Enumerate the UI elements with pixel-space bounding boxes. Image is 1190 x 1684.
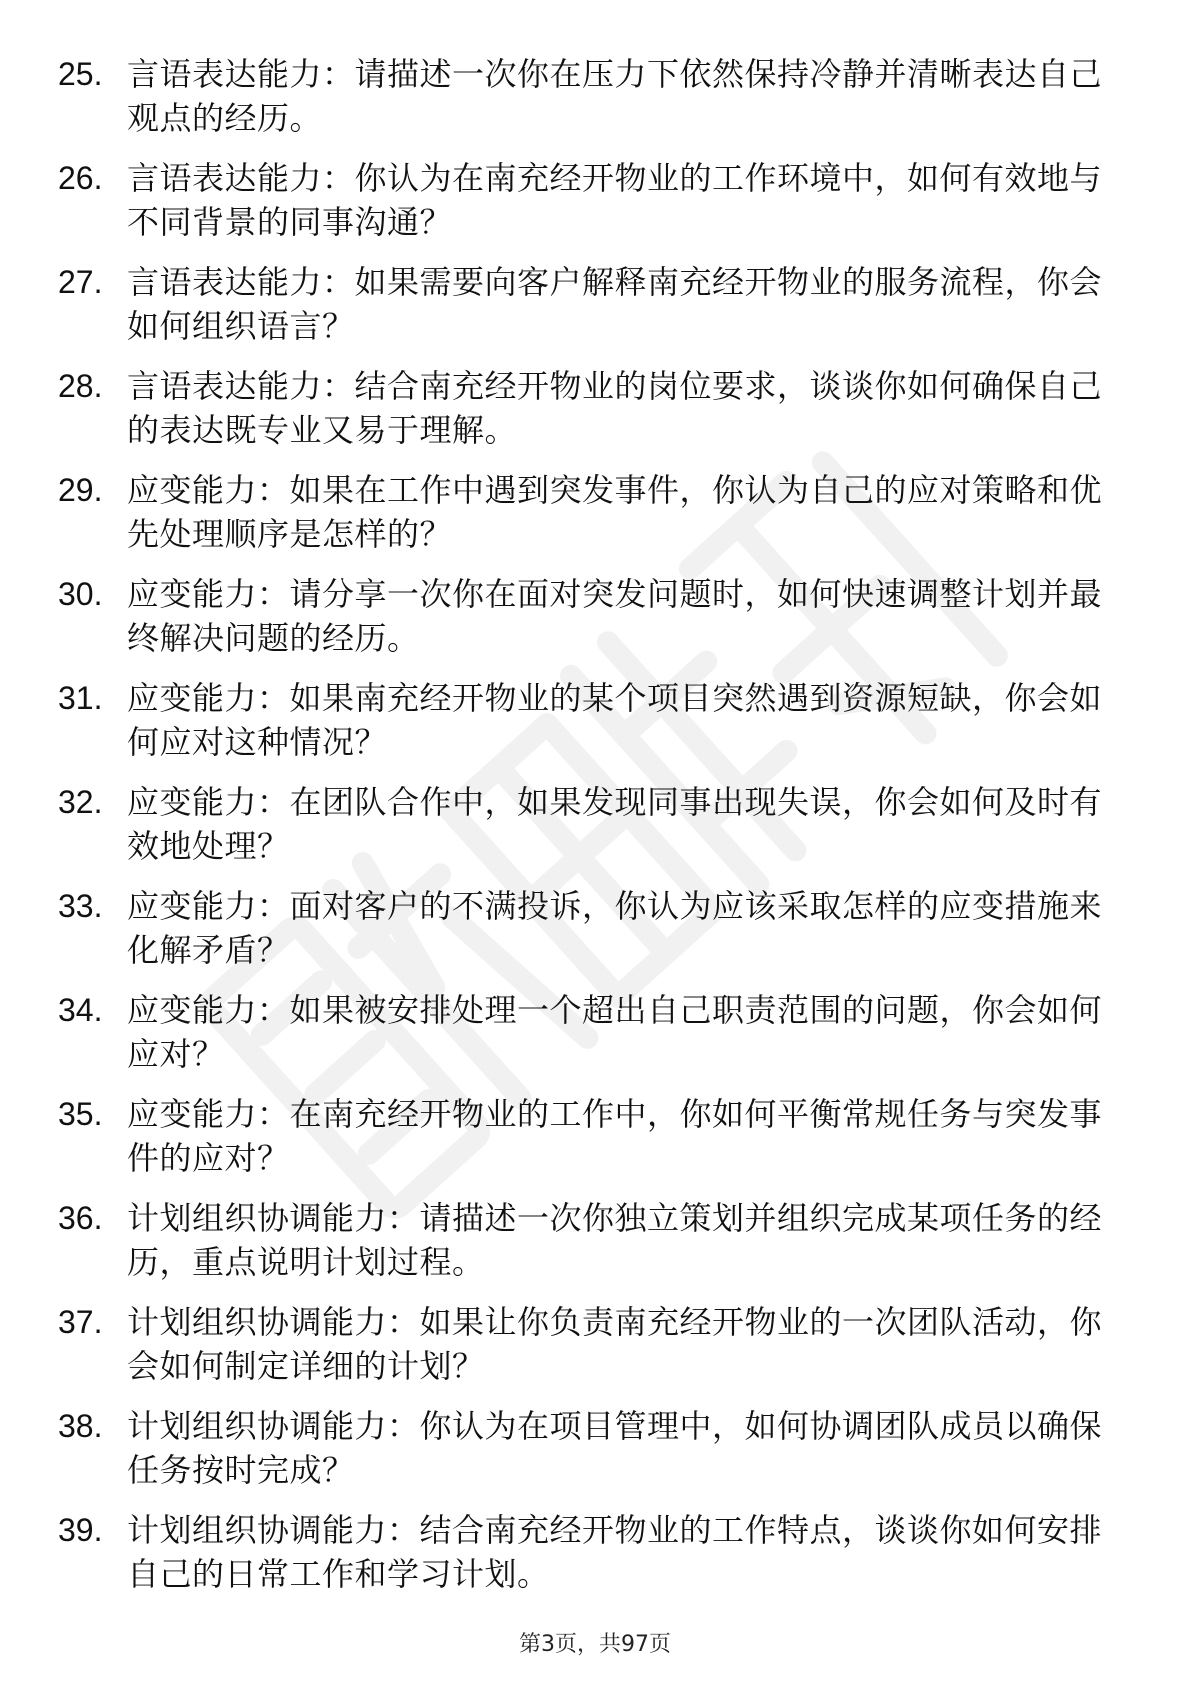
question-number: 39. xyxy=(58,1512,103,1548)
question-number: 35. xyxy=(58,1096,103,1132)
question-body: 结合南充经开物业的岗位要求，谈谈你如何确保自己的表达既专业又易于理解。 xyxy=(127,367,1103,449)
question-category: 应变能力： xyxy=(127,471,290,509)
list-item xyxy=(0,884,1190,988)
question-category: 应变能力： xyxy=(127,679,290,717)
question-body: 在团队合作中，如果发现同事出现失误，你会如何及时有效地处理？ xyxy=(127,783,1103,865)
question-body: 如果需要向客户解释南充经开物业的服务流程，你会如何组织语言？ xyxy=(127,263,1103,345)
list-item xyxy=(0,1508,1190,1612)
question-text xyxy=(127,1508,1117,1596)
question-category: 言语表达能力： xyxy=(127,159,355,197)
question-text xyxy=(127,260,1117,348)
question-body: 在南充经开物业的工作中，你如何平衡常规任务与突发事件的应对？ xyxy=(127,1095,1103,1177)
question-text xyxy=(127,780,1117,868)
question-text xyxy=(127,572,1117,660)
question-category: 计划组织协调能力： xyxy=(127,1511,420,1549)
list-item xyxy=(0,52,1190,156)
question-body: 请描述一次你独立策划并组织完成某项任务的经历，重点说明计划过程。 xyxy=(127,1199,1103,1281)
page-number-label: 第3页，共97页 xyxy=(519,1632,671,1657)
question-category: 应变能力： xyxy=(127,575,290,613)
question-text xyxy=(127,156,1117,244)
question-text xyxy=(127,364,1117,452)
list-item xyxy=(0,988,1190,1092)
question-number: 30. xyxy=(58,576,103,612)
question-list xyxy=(0,52,1190,1612)
list-item xyxy=(0,468,1190,572)
question-number: 37. xyxy=(58,1304,103,1340)
question-category: 应变能力： xyxy=(127,783,290,821)
question-number: 32. xyxy=(58,784,103,820)
list-item xyxy=(0,1404,1190,1508)
question-number: 38. xyxy=(58,1408,103,1444)
question-body: 如果被安排处理一个超出自己职责范围的问题，你会如何应对？ xyxy=(127,991,1103,1073)
question-category: 言语表达能力： xyxy=(127,55,355,93)
question-category: 应变能力： xyxy=(127,991,290,1029)
question-category: 计划组织协调能力： xyxy=(127,1407,420,1445)
list-item xyxy=(0,1092,1190,1196)
list-item xyxy=(0,1300,1190,1404)
list-item xyxy=(0,676,1190,780)
question-number: 36. xyxy=(58,1200,103,1236)
question-text xyxy=(127,988,1117,1076)
question-category: 计划组织协调能力： xyxy=(127,1303,420,1341)
question-category: 计划组织协调能力： xyxy=(127,1199,420,1237)
question-text xyxy=(127,1300,1117,1388)
question-text xyxy=(127,676,1117,764)
question-category: 应变能力： xyxy=(127,1095,290,1133)
question-number: 34. xyxy=(58,992,103,1028)
question-body: 结合南充经开物业的工作特点，谈谈你如何安排自己的日常工作和学习计划。 xyxy=(127,1511,1103,1593)
list-item xyxy=(0,260,1190,364)
question-body: 如果让你负责南充经开物业的一次团队活动，你会如何制定详细的计划？ xyxy=(127,1303,1103,1385)
question-number: 33. xyxy=(58,888,103,924)
list-item xyxy=(0,780,1190,884)
question-text xyxy=(127,468,1117,556)
question-body: 你认为在项目管理中，如何协调团队成员以确保任务按时完成？ xyxy=(127,1407,1103,1489)
question-body: 如果南充经开物业的某个项目突然遇到资源短缺，你会如何应对这种情况？ xyxy=(127,679,1103,761)
question-body: 如果在工作中遇到突发事件，你认为自己的应对策略和优先处理顺序是怎样的？ xyxy=(127,471,1103,553)
question-number: 27. xyxy=(58,264,103,300)
question-number: 26. xyxy=(58,160,103,196)
question-text xyxy=(127,1404,1117,1492)
page-footer xyxy=(0,1630,1190,1660)
question-body: 请分享一次你在面对突发问题时，如何快速调整计划并最终解决问题的经历。 xyxy=(127,575,1103,657)
list-item xyxy=(0,572,1190,676)
question-number: 25. xyxy=(58,56,103,92)
question-number: 31. xyxy=(58,680,103,716)
question-text xyxy=(127,1092,1117,1180)
list-item xyxy=(0,1196,1190,1300)
question-category: 言语表达能力： xyxy=(127,367,355,405)
question-number: 29. xyxy=(58,472,103,508)
question-category: 言语表达能力： xyxy=(127,263,355,301)
question-category: 应变能力： xyxy=(127,887,290,925)
question-number: 28. xyxy=(58,368,103,404)
list-item xyxy=(0,156,1190,260)
question-text xyxy=(127,52,1117,140)
question-body: 请描述一次你在压力下依然保持冷静并清晰表达自己观点的经历。 xyxy=(127,55,1103,137)
question-body: 面对客户的不满投诉，你认为应该采取怎样的应变措施来化解矛盾？ xyxy=(127,887,1103,969)
question-text xyxy=(127,1196,1117,1284)
list-item xyxy=(0,364,1190,468)
question-text xyxy=(127,884,1117,972)
question-body: 你认为在南充经开物业的工作环境中，如何有效地与不同背景的同事沟通？ xyxy=(127,159,1103,241)
